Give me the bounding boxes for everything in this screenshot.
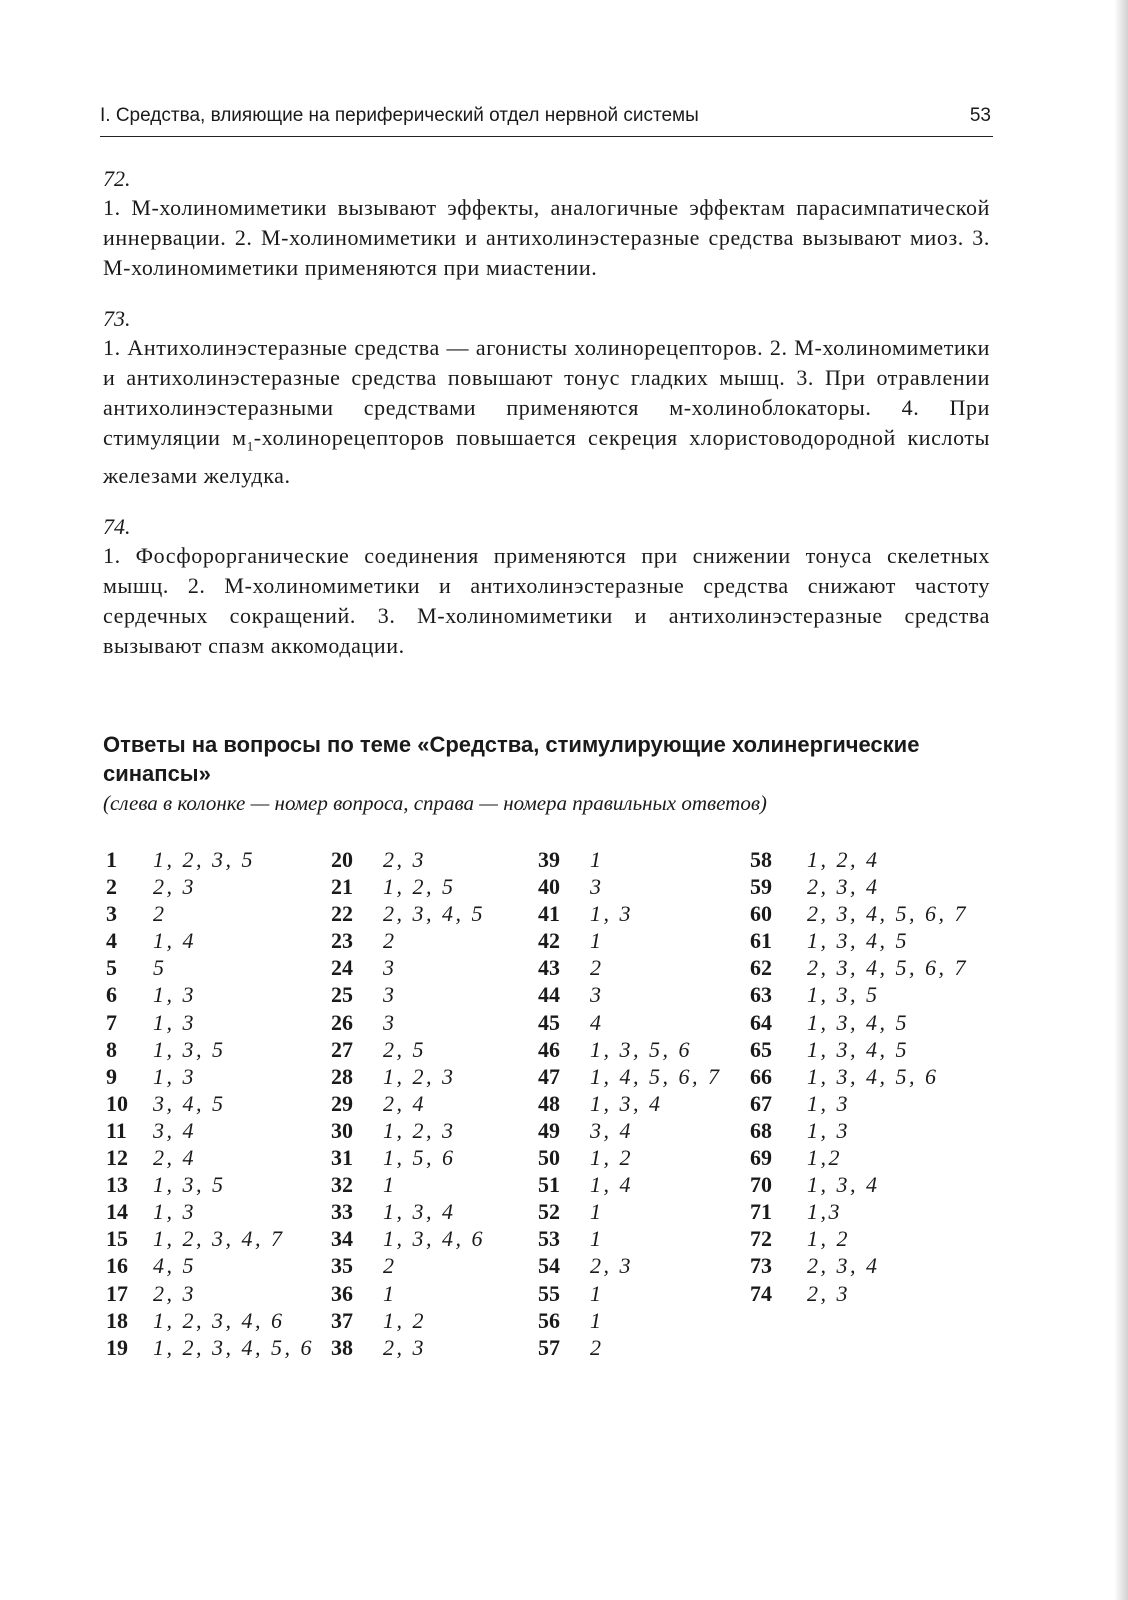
answer-correct-options: 1, 3, 4, 5, 6 xyxy=(807,1063,939,1089)
answer-correct-options: 2, 3 xyxy=(807,1280,850,1306)
running-head xyxy=(100,102,993,137)
answer-question-number: 48 xyxy=(538,1090,560,1116)
answer-question-number: 71 xyxy=(750,1199,772,1225)
answer-row xyxy=(331,1334,485,1361)
answer-correct-options: 1, 3, 4 xyxy=(383,1199,456,1225)
answer-row xyxy=(106,1307,314,1334)
answer-correct-options: 1, 3, 5 xyxy=(153,1172,226,1198)
answer-question-number: 41 xyxy=(538,901,560,927)
answer-question-number: 1 xyxy=(106,847,117,872)
answer-question-number: 6 xyxy=(106,982,117,1008)
answer-question-number: 14 xyxy=(106,1199,128,1225)
answer-question-number: 3 xyxy=(106,901,117,927)
answer-correct-options: 3 xyxy=(383,955,397,981)
answer-correct-options: 1, 2, 5 xyxy=(383,874,456,900)
answer-row xyxy=(106,1036,314,1063)
answer-question-number: 8 xyxy=(106,1036,117,1062)
answer-correct-options: 1,3 xyxy=(807,1199,842,1225)
answer-row xyxy=(750,1090,968,1117)
answer-row xyxy=(331,927,485,954)
answer-correct-options: 2, 3, 4 xyxy=(807,1253,880,1279)
answer-row xyxy=(106,1280,314,1307)
answer-question-number: 46 xyxy=(538,1036,560,1062)
answer-question-number: 19 xyxy=(106,1334,128,1360)
answer-correct-options: 4, 5 xyxy=(153,1253,196,1279)
answer-question-number: 43 xyxy=(538,955,560,981)
answer-question-number: 9 xyxy=(106,1063,117,1089)
answer-question-number: 24 xyxy=(331,955,353,981)
question-text: 1. Фосфорорганические соединения применяются при снижении тонуса скелетных мышц. 2. М-холиномиметики и антихолинэстеразные средства снижают частоту сердечных сокращений. 3. М-холиномиметики и антихолинэстеразные средства вызывают спазм аккомодации. xyxy=(103,543,990,659)
answer-correct-options: 1, 3 xyxy=(153,1199,196,1225)
answer-question-number: 22 xyxy=(331,901,353,927)
answer-question-number: 4 xyxy=(106,928,117,954)
answer-row xyxy=(106,1117,314,1144)
answer-question-number: 2 xyxy=(106,874,117,900)
answer-correct-options: 1, 4, 5, 6, 7 xyxy=(590,1063,722,1089)
answer-correct-options: 1, 2, 3 xyxy=(383,1117,456,1143)
answer-row xyxy=(750,1144,968,1171)
answer-question-number: 57 xyxy=(538,1334,560,1360)
answer-row xyxy=(538,873,722,900)
answer-correct-options: 1, 4 xyxy=(590,1172,633,1198)
answer-row xyxy=(106,1144,314,1171)
answer-question-number: 31 xyxy=(331,1145,353,1171)
answer-correct-options: 1 xyxy=(590,1199,604,1225)
answer-question-number: 5 xyxy=(106,955,117,981)
question-text: 1. М-холиномиметики вызывают эффекты, аналогичные эффектам парасимпатической иннервации. 2. М-холиномиметики и антихолинэстеразные средства вызывают миоз. 3. М-холиномиметики применяются при миастении. xyxy=(103,195,990,280)
answer-question-number: 47 xyxy=(538,1063,560,1089)
answer-column xyxy=(750,846,968,1307)
answer-correct-options: 3 xyxy=(383,1009,397,1035)
answer-correct-options: 1, 2, 3 xyxy=(383,1063,456,1089)
answer-correct-options: 1 xyxy=(383,1280,397,1306)
answer-correct-options: 2, 3, 4, 5 xyxy=(383,901,485,927)
answer-correct-options: 1, 3 xyxy=(590,901,633,927)
answer-correct-options: 1 xyxy=(590,847,604,872)
answer-correct-options: 1 xyxy=(383,1172,397,1198)
answer-question-number: 64 xyxy=(750,1009,772,1035)
answer-correct-options: 2 xyxy=(153,901,167,927)
question-block xyxy=(103,165,990,283)
answer-row xyxy=(538,1252,722,1279)
answer-question-number: 63 xyxy=(750,982,772,1008)
answer-question-number: 51 xyxy=(538,1172,560,1198)
answer-row xyxy=(538,1009,722,1036)
answer-row xyxy=(750,873,968,900)
answer-correct-options: 3, 4 xyxy=(590,1117,633,1143)
answer-row xyxy=(331,1090,485,1117)
answer-row xyxy=(106,846,314,873)
answer-question-number: 73 xyxy=(750,1253,772,1279)
question-block xyxy=(103,305,990,491)
answer-question-number: 35 xyxy=(331,1253,353,1279)
answer-row xyxy=(331,954,485,981)
answer-question-number: 10 xyxy=(106,1090,128,1116)
answer-row xyxy=(750,1036,968,1063)
answer-row xyxy=(750,846,968,873)
answer-correct-options: 1, 3, 5 xyxy=(153,1036,226,1062)
answer-row xyxy=(750,900,968,927)
answer-question-number: 13 xyxy=(106,1172,128,1198)
answer-row xyxy=(538,1307,722,1334)
answer-row xyxy=(331,846,485,873)
answer-question-number: 61 xyxy=(750,928,772,954)
section-heading: Ответы на вопросы по теме «Средства, стимулирующие холинергические синапсы» xyxy=(103,732,920,786)
answer-correct-options: 1 xyxy=(590,1307,604,1333)
answer-correct-options: 1, 3, 5 xyxy=(807,982,880,1008)
answer-row xyxy=(538,1171,722,1198)
answer-row xyxy=(750,1252,968,1279)
answer-correct-options: 1 xyxy=(590,928,604,954)
answer-question-number: 17 xyxy=(106,1280,128,1306)
answer-row xyxy=(538,954,722,981)
answer-row xyxy=(538,1225,722,1252)
answer-row xyxy=(331,1171,485,1198)
answer-row xyxy=(538,1036,722,1063)
question-text-part: 1. Антихолинэстеразные средства — агонисты холинорецепторов. 2. М-холиномиметики и антихолинэстеразные средства повышают тонус гладких мышц. 3. При отравлении антихолинэстеразными средствами применяются м-холиноблокаторы. 4. При стимуляции м xyxy=(103,335,990,450)
answer-row xyxy=(331,900,485,927)
answer-question-number: 7 xyxy=(106,1009,117,1035)
answer-question-number: 33 xyxy=(331,1199,353,1225)
answer-row xyxy=(538,927,722,954)
answer-row xyxy=(331,1036,485,1063)
answer-question-number: 54 xyxy=(538,1253,560,1279)
answer-question-number: 69 xyxy=(750,1145,772,1171)
answer-row xyxy=(106,954,314,981)
answer-row xyxy=(538,1198,722,1225)
answer-row xyxy=(538,1334,722,1361)
answer-question-number: 66 xyxy=(750,1063,772,1089)
answer-correct-options: 1, 4 xyxy=(153,928,196,954)
answer-question-number: 26 xyxy=(331,1009,353,1035)
answer-correct-options: 1, 2, 3, 4, 7 xyxy=(153,1226,285,1252)
answer-row xyxy=(106,873,314,900)
answer-row xyxy=(331,873,485,900)
section-subheading: (слева в колонке — номер вопроса, справа — номера правильных ответов) xyxy=(103,791,767,815)
answer-row xyxy=(331,981,485,1008)
answer-question-number: 45 xyxy=(538,1009,560,1035)
answer-question-number: 44 xyxy=(538,982,560,1008)
answer-correct-options: 2, 3 xyxy=(383,847,426,872)
answer-row xyxy=(331,1307,485,1334)
answer-correct-options: 2, 4 xyxy=(153,1145,196,1171)
answer-row xyxy=(750,1171,968,1198)
answer-row xyxy=(538,1117,722,1144)
answer-correct-options: 3 xyxy=(590,982,604,1008)
answer-question-number: 16 xyxy=(106,1253,128,1279)
answer-correct-options: 3 xyxy=(590,874,604,900)
answer-correct-options: 1, 3 xyxy=(807,1090,850,1116)
answer-row xyxy=(750,1225,968,1252)
answer-correct-options: 3, 4, 5 xyxy=(153,1090,226,1116)
answer-correct-options: 2, 3, 4 xyxy=(807,874,880,900)
answer-row xyxy=(106,981,314,1008)
answer-correct-options: 1, 3 xyxy=(153,1009,196,1035)
question-number: 72. xyxy=(103,166,131,191)
answer-correct-options: 1 xyxy=(590,1226,604,1252)
answer-question-number: 30 xyxy=(331,1117,353,1143)
answer-correct-options: 2, 3 xyxy=(153,1280,196,1306)
answer-question-number: 37 xyxy=(331,1307,353,1333)
answer-question-number: 21 xyxy=(331,874,353,900)
answer-row xyxy=(538,900,722,927)
answer-row xyxy=(106,927,314,954)
answer-row xyxy=(331,1117,485,1144)
answer-column xyxy=(331,846,485,1361)
answer-question-number: 28 xyxy=(331,1063,353,1089)
question-block xyxy=(103,513,990,661)
answer-question-number: 39 xyxy=(538,847,560,872)
answer-row xyxy=(331,1144,485,1171)
answer-correct-options: 1, 3 xyxy=(807,1117,850,1143)
answer-row xyxy=(331,1225,485,1252)
answer-question-number: 20 xyxy=(331,847,353,872)
answer-row xyxy=(106,1171,314,1198)
answer-correct-options: 1, 2, 3, 4, 6 xyxy=(153,1307,285,1333)
question-number: 73. xyxy=(103,306,131,331)
answer-row xyxy=(750,981,968,1008)
subscript: 1 xyxy=(246,438,254,454)
answer-question-number: 59 xyxy=(750,874,772,900)
answer-question-number: 18 xyxy=(106,1307,128,1333)
answer-question-number: 32 xyxy=(331,1172,353,1198)
answer-row xyxy=(106,1009,314,1036)
answer-correct-options: 1, 3, 4, 5 xyxy=(807,1036,909,1062)
answer-question-number: 42 xyxy=(538,928,560,954)
answer-question-number: 27 xyxy=(331,1036,353,1062)
answer-row xyxy=(331,1280,485,1307)
answer-correct-options: 1, 2, 4 xyxy=(807,847,880,872)
answer-correct-options: 2 xyxy=(590,955,604,981)
answer-question-number: 50 xyxy=(538,1145,560,1171)
answer-row xyxy=(750,1280,968,1307)
answer-row xyxy=(750,954,968,981)
answer-question-number: 65 xyxy=(750,1036,772,1062)
answer-question-number: 68 xyxy=(750,1117,772,1143)
answer-question-number: 56 xyxy=(538,1307,560,1333)
question-number: 74. xyxy=(103,514,131,540)
answer-correct-options: 1, 3, 5, 6 xyxy=(590,1036,692,1062)
answer-correct-options: 1, 3, 4 xyxy=(807,1172,880,1198)
answer-correct-options: 4 xyxy=(590,1009,604,1035)
answer-row xyxy=(106,900,314,927)
answer-correct-options: 1, 2, 3, 5 xyxy=(153,847,255,872)
answer-row xyxy=(106,1198,314,1225)
answer-row xyxy=(106,1252,314,1279)
answer-correct-options: 3, 4 xyxy=(153,1117,196,1143)
answer-correct-options: 2, 4 xyxy=(383,1090,426,1116)
answer-correct-options: 2 xyxy=(383,928,397,954)
answer-question-number: 62 xyxy=(750,955,772,981)
answer-correct-options: 2, 3 xyxy=(590,1253,633,1279)
answer-correct-options: 2, 3, 4, 5, 6, 7 xyxy=(807,955,968,981)
answer-row xyxy=(538,1280,722,1307)
answer-correct-options: 1, 3, 4 xyxy=(590,1090,663,1116)
answer-question-number: 74 xyxy=(750,1280,772,1306)
answer-row xyxy=(106,1090,314,1117)
answer-question-number: 25 xyxy=(331,982,353,1008)
answer-correct-options: 1,2 xyxy=(807,1145,842,1171)
answer-correct-options: 5 xyxy=(153,955,167,981)
answer-question-number: 38 xyxy=(331,1334,353,1360)
answer-question-number: 36 xyxy=(331,1280,353,1306)
answer-column xyxy=(538,846,722,1361)
answer-row xyxy=(538,1144,722,1171)
answer-question-number: 23 xyxy=(331,928,353,954)
answer-row xyxy=(750,1063,968,1090)
answer-correct-options: 1, 2, 3, 4, 5, 6 xyxy=(153,1334,314,1360)
answer-row xyxy=(106,1225,314,1252)
answer-correct-options: 3 xyxy=(383,982,397,1008)
answer-correct-options: 1, 3, 4, 6 xyxy=(383,1226,485,1252)
answer-question-number: 55 xyxy=(538,1280,560,1306)
answer-correct-options: 1 xyxy=(590,1280,604,1306)
answer-correct-options: 1, 2 xyxy=(807,1226,850,1252)
answer-column xyxy=(106,846,314,1361)
scan-edge-shadow xyxy=(1114,0,1128,1600)
answer-row xyxy=(538,981,722,1008)
answer-correct-options: 1, 3 xyxy=(153,982,196,1008)
answer-question-number: 53 xyxy=(538,1226,560,1252)
answer-row xyxy=(750,1009,968,1036)
answer-question-number: 52 xyxy=(538,1199,560,1225)
answer-row xyxy=(331,1252,485,1279)
answer-row xyxy=(331,1198,485,1225)
answer-row xyxy=(331,1009,485,1036)
answer-row xyxy=(750,1117,968,1144)
answer-correct-options: 1, 2 xyxy=(383,1307,426,1333)
answer-question-number: 29 xyxy=(331,1090,353,1116)
answer-correct-options: 2 xyxy=(383,1253,397,1279)
answer-correct-options: 1, 3 xyxy=(153,1063,196,1089)
answer-correct-options: 1, 2 xyxy=(590,1145,633,1171)
answer-question-number: 12 xyxy=(106,1145,128,1171)
answer-question-number: 11 xyxy=(106,1117,127,1143)
answer-row xyxy=(106,1063,314,1090)
answer-row xyxy=(750,1198,968,1225)
answer-question-number: 70 xyxy=(750,1172,772,1198)
answer-question-number: 15 xyxy=(106,1226,128,1252)
answer-question-number: 67 xyxy=(750,1090,772,1116)
answer-row xyxy=(538,1063,722,1090)
answer-correct-options: 1, 3, 4, 5 xyxy=(807,928,909,954)
answer-question-number: 58 xyxy=(750,847,772,872)
answer-question-number: 49 xyxy=(538,1117,560,1143)
answer-question-number: 40 xyxy=(538,874,560,900)
questions-body xyxy=(103,165,990,683)
answer-row xyxy=(538,846,722,873)
answer-question-number: 60 xyxy=(750,901,772,927)
page-number: 53 xyxy=(969,105,991,126)
answer-correct-options: 2, 3, 4, 5, 6, 7 xyxy=(807,901,968,927)
answer-row xyxy=(106,1334,314,1361)
answer-row xyxy=(331,1063,485,1090)
running-head-title: I. Средства, влияющие на периферический отдел нервной системы xyxy=(100,105,699,126)
question-text xyxy=(103,333,990,491)
answer-correct-options: 2, 3 xyxy=(383,1334,426,1360)
answer-correct-options: 2, 3 xyxy=(153,874,196,900)
answer-correct-options: 1, 3, 4, 5 xyxy=(807,1009,909,1035)
answer-correct-options: 2 xyxy=(590,1334,604,1360)
answer-correct-options: 2, 5 xyxy=(383,1036,426,1062)
answer-question-number: 72 xyxy=(750,1226,772,1252)
answer-row xyxy=(750,927,968,954)
answer-question-number: 34 xyxy=(331,1226,353,1252)
answer-row xyxy=(538,1090,722,1117)
question-text-part: -холинорецепторов повышается секреция хлористоводородной кислоты железами желудка. xyxy=(103,425,990,489)
answer-correct-options: 1, 5, 6 xyxy=(383,1145,456,1171)
